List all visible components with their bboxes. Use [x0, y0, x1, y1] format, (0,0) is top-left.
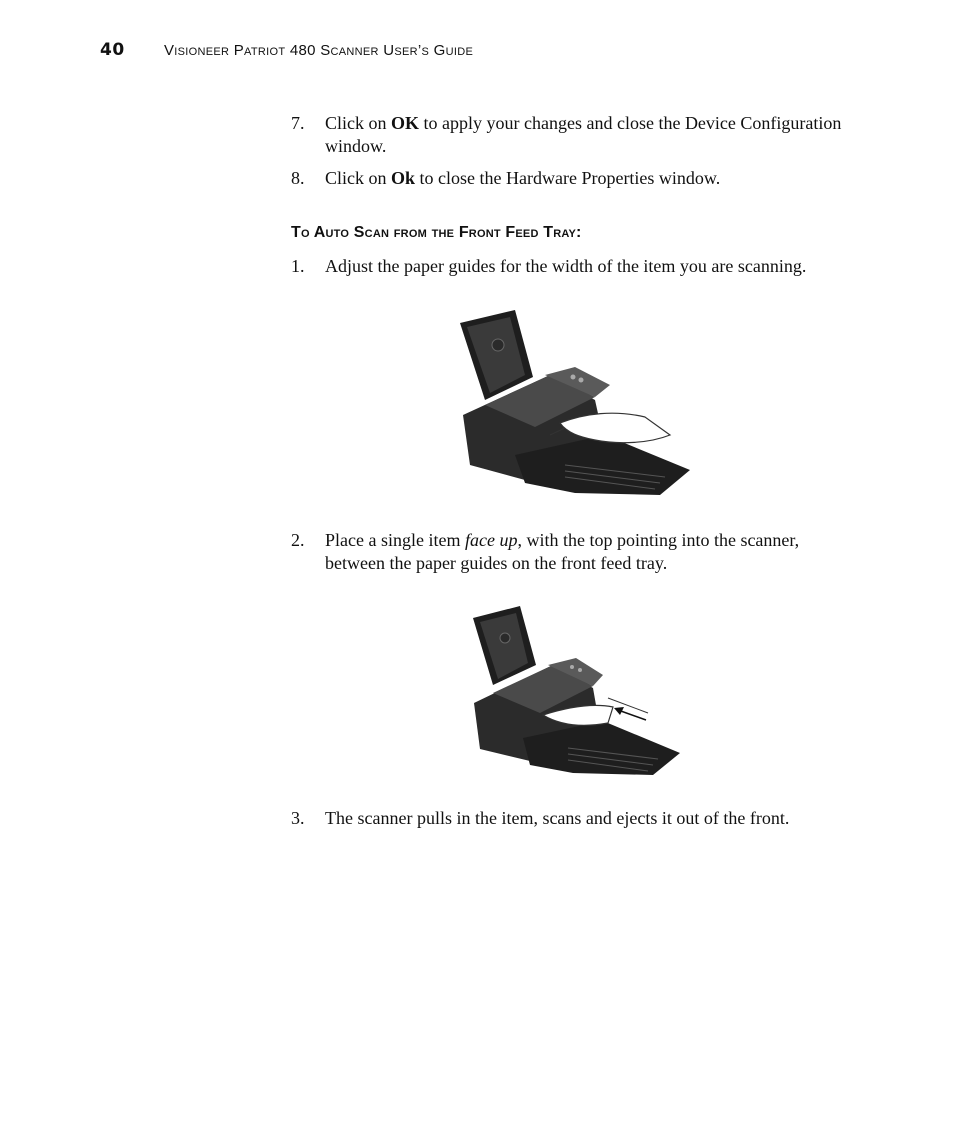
- step-text-part: , with the top pointing into the scanner, between the paper guides on the front feed tray.: [325, 530, 800, 573]
- step-text-part: to close the Hardware Properties window.: [415, 168, 721, 188]
- step-bold-term: Ok: [391, 168, 416, 188]
- scanner-illustration-adjust-guides: [455, 305, 700, 505]
- step-text-part: Click on: [325, 168, 391, 188]
- panel-button: [579, 378, 584, 383]
- step-text: Adjust the paper guides for the width of the item you are scanning.: [325, 256, 807, 276]
- panel-button: [571, 375, 576, 380]
- feed-arrow: [618, 710, 646, 720]
- step-text: [325, 167, 845, 190]
- page-header: [100, 40, 860, 66]
- tray-knob: [500, 633, 510, 643]
- step-text: [325, 112, 845, 158]
- step-number: 1.: [291, 256, 305, 276]
- section-heading: To Auto Scan from the Front Feed Tray:: [291, 224, 582, 241]
- step-text: The scanner pulls in the item, scans and ejects it out of the front.: [325, 808, 790, 828]
- page-number: 40: [100, 40, 125, 60]
- scanner-illustration-insert-item: [468, 603, 688, 788]
- step-text-part: Place a single item: [325, 530, 465, 550]
- step-text: [325, 529, 845, 575]
- step-italic-term: face up: [464, 530, 518, 550]
- step-number: 7.: [291, 113, 305, 133]
- step-bold-term: OK: [391, 113, 420, 133]
- running-title: Visioneer Patriot 480 Scanner User’s Guide: [164, 42, 474, 59]
- step-text-part: Click on: [325, 113, 391, 133]
- step-text-part: to apply your changes and close the Device Configuration window.: [325, 113, 842, 156]
- step-number: 8.: [291, 168, 305, 188]
- document-edge: [608, 698, 648, 713]
- step-number: 3.: [291, 808, 305, 828]
- scanner-image-2: [468, 603, 688, 783]
- panel-button: [578, 668, 582, 672]
- step-number: 2.: [291, 530, 305, 550]
- panel-button: [570, 665, 574, 669]
- scanner-image-1: [455, 305, 700, 500]
- tray-knob: [492, 339, 504, 351]
